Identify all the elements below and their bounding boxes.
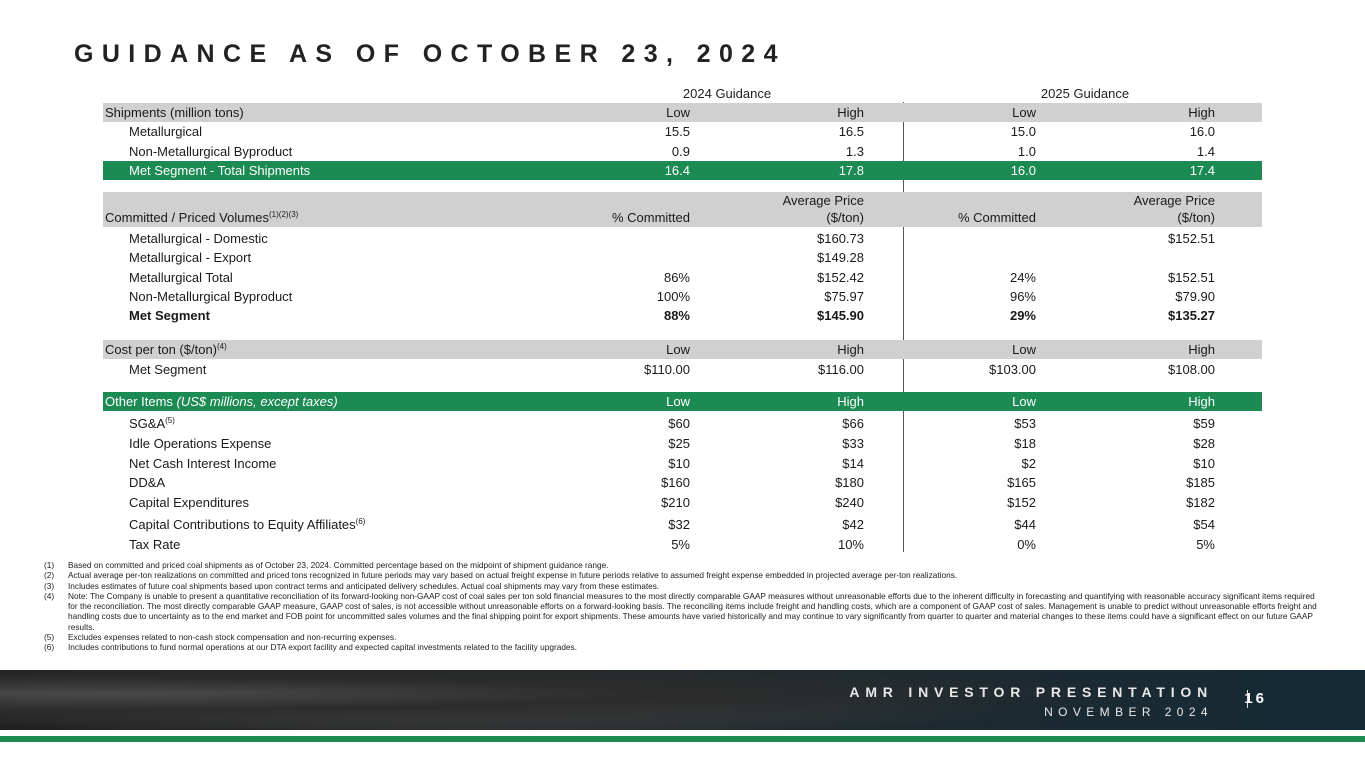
cell: $160 [661,475,690,490]
cell: $110.00 [643,362,690,377]
col-high-2025: High [1188,105,1215,120]
col-low-2025: Low [1012,105,1036,120]
footnotes [44,560,1324,653]
page-number: 16 [1244,690,1267,707]
footnote: (6) Includes contributions to fund normal operations at our DTA export facility and expected capital investments related to the facility upgrades. [44,642,578,653]
row-label: $SG\&A^{(5)}$ [129,416,175,431]
footnote: (1) Based on committed and priced coal shipments as of October 23, 2024. Committed percentage based on the midpoint of shipment guidance range. [44,560,609,570]
shipments-header-row [103,103,1262,122]
footnote: (5) Excludes expenses related to non-cash stock compensation and non-recurring expenses. [44,632,397,643]
header-2025-guidance: 2025 Guidance [1040,86,1130,101]
cell: $182 [1186,495,1215,510]
col-high-2025: High [1188,394,1215,409]
cell: $165 [1007,475,1036,490]
cell: 10% [837,537,864,552]
table-row [103,229,1262,248]
cell: $185 [1186,475,1215,490]
cell: $103.00 [989,362,1036,377]
presentation-title: AMR INVESTOR PRESENTATION [849,684,1213,700]
cell: 5% [671,537,690,552]
row-label: Met Segment [129,362,207,377]
col-low-2024: Low [666,105,690,120]
committed-header-label: Committed / Priced Volumes$^{(1)(2)(3)}$ [105,210,299,225]
cell: $145.90 [817,308,864,323]
cell: $25 [668,436,690,451]
cell: $108.00 [1168,362,1215,377]
header-2024-guidance: 2024 Guidance [682,86,772,101]
cell: 0.9 [671,144,690,159]
row-label: Metallurgical - Export [129,250,252,265]
footnote: (3) Includes estimates of future coal shipments based upon contract terms and anticipated delivery schedules. Actual coal shipments may vary from these estimates. [44,580,660,591]
table-row [103,493,1262,512]
cell: $53 [1014,416,1036,431]
cell: $32 [668,517,690,532]
col-low-2025: Low [1012,394,1036,409]
row-label: Metallurgical - Domestic [129,231,268,246]
col-committed-2024: % Committed [611,210,690,225]
col-low-2025: Low [1012,342,1036,357]
cell: $75.97 [824,289,864,304]
cell: $180 [835,475,864,490]
cell: 0% [1017,537,1036,552]
cell: $152.51 [1168,270,1215,285]
col-low-2024: Low [666,342,690,357]
other-header-label: Other Items (US$ millions, except taxes) [105,394,338,409]
cell: 16.0 [1010,163,1036,178]
cell: $10 [668,456,690,471]
row-label: Tax Rate [129,537,181,552]
committed-total-row [103,306,1262,325]
cell: 17.8 [838,163,864,178]
col-high-2024: High [837,342,864,357]
cell: $152 [1007,495,1036,510]
table-row [103,473,1262,492]
table-row [103,122,1262,141]
cell: $152.42 [817,270,864,285]
row-label: Capital Contributions to Equity Affiliates$^{(6)}$ [129,517,366,532]
cell: $210 [661,495,690,510]
cell: $42 [842,517,864,532]
cell: 1.0 [1017,144,1036,159]
cell: 16.4 [664,163,690,178]
cell: 96% [1009,289,1036,304]
col-committed-2025: % Committed [957,210,1036,225]
cell: 24% [1009,270,1036,285]
table-row [103,414,1262,433]
row-label: Idle Operations Expense [129,436,272,451]
col-high-2024: High [837,394,864,409]
row-label: Metallurgical [129,124,202,139]
cell: 5% [1196,537,1215,552]
cell: $60 [668,416,690,431]
cell: $59 [1193,416,1215,431]
col-avg-price-2025: Average Price ($/ton) [1133,193,1215,225]
cell: $240 [835,495,864,510]
col-avg-price-2024: Average Price ($/ton) [782,193,864,225]
footnote: (2) Actual average per-ton realizations on committed and priced tons recognized in future periods may vary based on actual freight expense in future periods relative to assumed freight expense embedded in projected average per-ton realizations. [44,570,958,581]
table-row [103,142,1262,161]
row-label: Non-Metallurgical Byproduct [129,289,293,304]
cell: $152.51 [1168,231,1215,246]
green-band [0,736,1365,742]
cell: $135.27 [1168,308,1215,323]
col-low-2024: Low [666,394,690,409]
cell: 15.0 [1010,124,1036,139]
table-row [103,515,1262,534]
row-label: Met Segment - Total Shipments [129,163,311,178]
cell: $160.73 [817,231,864,246]
table-row [103,360,1262,379]
cell: 15.5 [664,124,690,139]
row-label: Met Segment [129,308,210,323]
col-high-2024: High [837,105,864,120]
cell: $79.90 [1175,289,1215,304]
cell: $44 [1014,517,1036,532]
table-row [103,268,1262,287]
cell: 16.5 [838,124,864,139]
cell: $66 [842,416,864,431]
cell: 100% [656,289,690,304]
row-label: Net Cash Interest Income [129,456,277,471]
cell: $116.00 [817,362,864,377]
cost-header-row [103,340,1262,359]
cell: $54 [1193,517,1215,532]
cell: 86% [663,270,690,285]
table-row [103,248,1262,267]
cell: 88% [663,308,690,323]
shipments-total-row [103,161,1262,180]
committed-header-row [103,192,1262,227]
page-title: GUIDANCE AS OF OCTOBER 23, 2024 [74,40,786,68]
other-header-row [103,392,1262,411]
cell: 1.4 [1196,144,1215,159]
footer-banner [0,670,1365,730]
cell: 1.3 [845,144,864,159]
cell: $18 [1014,436,1036,451]
cell: $149.28 [817,250,864,265]
table-row [103,535,1262,554]
cost-header-label: Cost per ton ($/ton)$^{(4)}$ [105,342,227,357]
footnote: (4) Note: The Company is unable to present a quantitative reconciliation of its forward-looking non-GAAP cost of coal sales per ton sold financial measures to the most directly comparable GAAP measures without unreasonable efforts due to the inherent difficulty in forecasting and quantifying with reasonable accuracy significant items required for the reconciliation. The most directly comparable GAAP measure, GAAP cost of sales, is not accessible without unreasonable efforts on a forward-looking basis. The reconciling items include freight and handling costs, which are a component of GAAP cost of sales. Management is unable to predict without unreasonable efforts freight and handling costs due to uncertainty as to the end market and FOB point for uncommitted sales volumes and the final shipping point for export shipments. These amounts have varied historically and may continue to vary significantly from quarter to quarter and material changes to these items could have a significant effect on our future GAAP results. [44,590,1317,632]
cell: $2 [1021,456,1036,471]
table-row [103,454,1262,473]
row-label: Non-Metallurgical Byproduct [129,144,293,159]
cell: $28 [1193,436,1215,451]
shipments-header-label: Shipments (million tons) [105,105,244,120]
cell: 16.0 [1189,124,1215,139]
row-label: Capital Expenditures [129,495,249,510]
table-row [103,434,1262,453]
table-row [103,287,1262,306]
presentation-date: NOVEMBER 2024 [1044,705,1213,719]
cell: $14 [842,456,864,471]
row-label: Metallurgical Total [129,270,233,285]
cell: 17.4 [1189,163,1215,178]
cell: $10 [1193,456,1215,471]
cell: 29% [1009,308,1036,323]
row-label: DD&A [129,475,166,490]
cell: $33 [842,436,864,451]
col-high-2025: High [1188,342,1215,357]
